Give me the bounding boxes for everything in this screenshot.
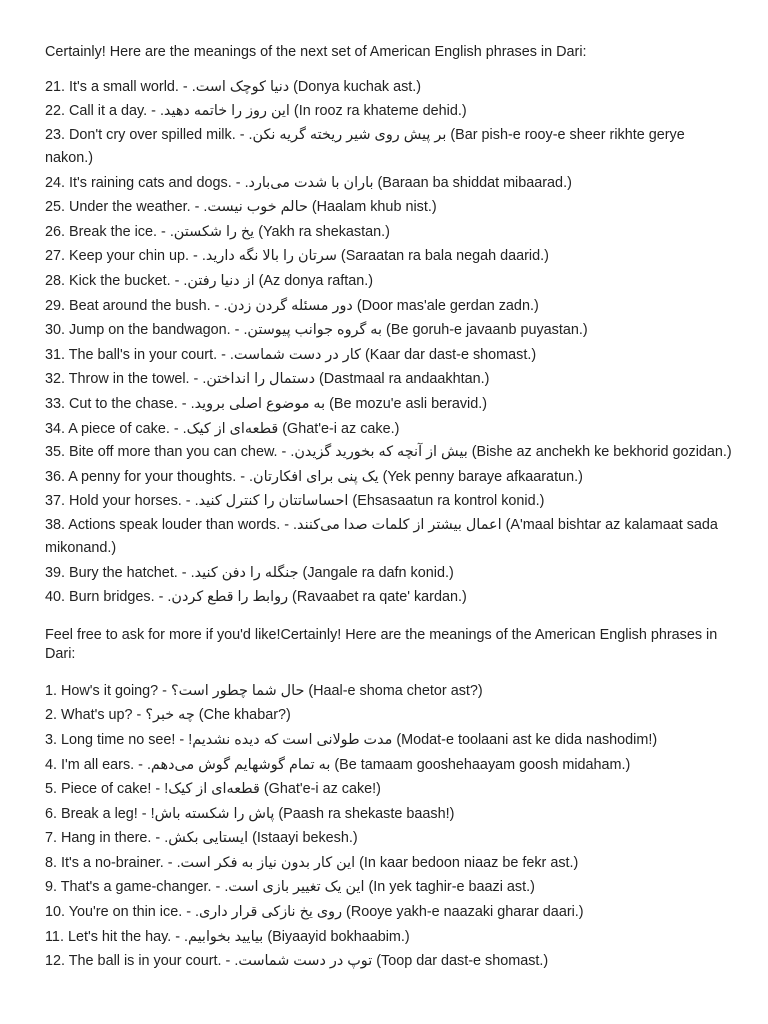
dari-translation: کار در دست شماست. xyxy=(229,346,361,363)
dari-translation: دنیا کوچک است. xyxy=(191,78,290,95)
english-phrase: Hang in there. xyxy=(61,830,152,847)
separator: - xyxy=(190,199,204,216)
dari-translation: جنگله را دفن کنید. xyxy=(190,564,299,581)
list-item xyxy=(45,244,735,269)
item-number: 25. xyxy=(45,199,66,216)
item-number: 30. xyxy=(45,322,66,339)
list-item xyxy=(45,561,735,586)
dari-translation: بیش از آنچه که بخورید گزیدن. xyxy=(290,444,468,461)
item-number: 40. xyxy=(45,589,66,606)
romanization: (Ghat'e-i az cake!) xyxy=(263,781,381,798)
item-number: 5. xyxy=(45,781,58,798)
english-phrase: It's a small world. xyxy=(69,78,179,95)
romanization: (Be mozu'e asli beravid.) xyxy=(329,395,488,412)
english-phrase: Beat around the bush. xyxy=(69,297,211,314)
item-number: 6. xyxy=(45,805,58,822)
item-number: 37. xyxy=(45,493,66,510)
separator: - xyxy=(221,953,235,970)
item-number: 11. xyxy=(45,928,64,945)
dari-translation: اعمال بیشتر از کلمات صدا می‌کنند. xyxy=(293,516,502,533)
list-item xyxy=(45,585,735,610)
romanization: (Toop dar dast-e shomast.) xyxy=(376,953,549,970)
romanization: (Baraan ba shiddat mibaarad.) xyxy=(377,174,572,191)
item-number: 35. xyxy=(45,444,66,461)
separator: - xyxy=(177,564,191,581)
romanization: (A'maal bishtar az kalamaat sada mikonand.) xyxy=(45,516,718,557)
list-item xyxy=(45,465,735,490)
romanization: (Dastmaal ra andaakhtan.) xyxy=(319,371,490,388)
separator: - xyxy=(211,879,225,896)
dari-translation: ایستایی بکش. xyxy=(164,830,249,847)
list-item xyxy=(45,75,735,100)
item-number: 10. xyxy=(45,904,66,921)
english-phrase: The ball's in your court. xyxy=(68,346,218,363)
separator: - xyxy=(277,444,291,461)
separator: - xyxy=(178,78,192,95)
item-number: 24. xyxy=(45,174,66,191)
separator: - xyxy=(217,346,230,363)
list-item xyxy=(45,489,735,514)
english-phrase: Bury the hatchet. xyxy=(69,564,178,581)
dari-translation: بر پیش روی شیر ریخته گریه نکن. xyxy=(248,126,447,143)
item-number: 12. xyxy=(45,953,66,970)
romanization: (Jangale ra dafn konid.) xyxy=(302,564,454,581)
list-item xyxy=(45,900,735,925)
separator: - xyxy=(181,493,195,510)
item-number: 36. xyxy=(45,468,66,485)
list-item xyxy=(45,925,735,950)
romanization: (Ravaabet ra qate' kardan.) xyxy=(292,589,467,606)
dari-translation: این روز را خاتمه دهید. xyxy=(159,103,290,120)
list-item xyxy=(45,124,735,171)
list-item xyxy=(45,343,735,368)
list-item xyxy=(45,703,735,728)
romanization: (Bishe az anchekh ke bekhorid gozidan.) xyxy=(471,444,732,461)
separator: - xyxy=(235,126,249,143)
item-number: 4. xyxy=(45,756,58,773)
english-phrase: Burn bridges. xyxy=(69,589,155,606)
english-phrase: It's raining cats and dogs. xyxy=(69,174,232,191)
english-phrase: A penny for your thoughts. xyxy=(68,468,237,485)
english-phrase: Don't cry over spilled milk. xyxy=(69,126,236,143)
item-number: 39. xyxy=(45,564,66,581)
separator: - xyxy=(231,174,245,191)
english-phrase: Throw in the towel. xyxy=(68,371,190,388)
item-number: 9. xyxy=(45,879,58,896)
phrase-list-second xyxy=(45,679,735,974)
dari-translation: بیایید بخوابیم. xyxy=(184,928,264,945)
romanization: (Modat-e toolaani ast ke dida nashodim!) xyxy=(396,731,658,748)
separator: - xyxy=(169,420,183,437)
separator: - xyxy=(182,904,195,921)
dari-translation: این کار بدون نیاز به فکر است. xyxy=(176,854,356,871)
item-number: 3. xyxy=(45,731,58,748)
separator: - xyxy=(132,707,146,724)
separator: - xyxy=(280,516,294,533)
list-item xyxy=(45,294,735,319)
list-item xyxy=(45,851,735,876)
list-item xyxy=(45,802,735,827)
romanization: (Paash ra shekaste baash!) xyxy=(278,805,455,822)
romanization: (Be goruh-e javaanb puyastan.) xyxy=(386,322,588,339)
item-number: 33. xyxy=(45,395,66,412)
english-phrase: Cut to the chase. xyxy=(69,395,178,412)
separator: - xyxy=(154,589,168,606)
dari-translation: دور مسئله گردن زدن. xyxy=(223,297,353,314)
separator: - xyxy=(137,805,151,822)
english-phrase: Piece of cake! xyxy=(61,781,152,798)
dari-translation: به گروه جوانب پیوستن. xyxy=(243,322,383,339)
dari-translation: احساساتتان را کنترل کنید. xyxy=(194,493,349,510)
item-number: 29. xyxy=(45,297,66,314)
english-phrase: It's a no-brainer. xyxy=(61,854,164,871)
list-item xyxy=(45,949,735,974)
english-phrase: Bite off more than you can chew. xyxy=(69,444,278,461)
separator: - xyxy=(157,223,170,240)
dari-translation: به تمام گوشهایم گوش می‌دهم. xyxy=(146,756,331,773)
item-number: 28. xyxy=(45,272,66,289)
dari-translation: توپ در دست شماست. xyxy=(234,953,373,970)
separator: - xyxy=(189,248,202,265)
item-number: 21. xyxy=(45,78,66,95)
english-phrase: The ball is in your court. xyxy=(68,953,222,970)
dari-translation: به موضوع اصلی بروید. xyxy=(190,395,326,412)
dari-translation: این یک تغییر بازی است. xyxy=(224,879,365,896)
english-phrase: Kick the bucket. xyxy=(69,272,171,289)
romanization: (Haalam khub nist.) xyxy=(311,199,437,216)
english-phrase: Hold your horses. xyxy=(69,493,182,510)
romanization: (In kaar bedoon niaaz be fekr ast.) xyxy=(359,854,579,871)
intro-paragraph-first: Certainly! Here are the meanings of the next set of American English phrases in Dari: xyxy=(45,44,587,60)
list-item xyxy=(45,392,735,417)
english-phrase: Keep your chin up. xyxy=(69,248,190,265)
separator: - xyxy=(175,731,189,748)
romanization: (Kaar dar dast-e shomast.) xyxy=(364,346,537,363)
english-phrase: Jump on the bandwagon. xyxy=(69,322,231,339)
english-phrase: Actions speak louder than words. xyxy=(68,516,281,533)
romanization: (Az donya raftan.) xyxy=(258,272,374,289)
separator: - xyxy=(158,682,171,699)
romanization: (Donya kuchak ast.) xyxy=(293,78,422,95)
english-phrase: A piece of cake. xyxy=(68,420,170,437)
romanization: (Be tamaam gooshehaayam goosh midaham.) xyxy=(334,756,631,773)
romanization: (Yakh ra shekastan.) xyxy=(258,223,390,240)
romanization: (Biyaayid bokhaabim.) xyxy=(267,928,410,945)
item-number: 26. xyxy=(45,223,66,240)
item-number: 31. xyxy=(45,346,66,363)
separator: - xyxy=(170,272,184,289)
english-phrase: Call it a day. xyxy=(69,103,148,120)
list-item xyxy=(45,514,735,561)
item-number: 38. xyxy=(45,516,66,533)
romanization: (Saraatan ra bala negah daarid.) xyxy=(340,248,549,265)
separator: - xyxy=(147,103,160,120)
romanization: (In yek taghir-e baazi ast.) xyxy=(368,879,535,896)
english-phrase: I'm all ears. xyxy=(61,756,135,773)
romanization: (Ehsasaatun ra kontrol konid.) xyxy=(352,493,545,510)
phrase-list-first xyxy=(45,75,735,610)
list-item xyxy=(45,367,735,392)
english-phrase: Break a leg! xyxy=(61,805,138,822)
english-phrase: Long time no see! xyxy=(61,731,176,748)
list-item xyxy=(45,318,735,343)
dari-translation: حالم خوب نیست. xyxy=(203,199,308,216)
item-number: 2. xyxy=(45,707,58,724)
list-item xyxy=(45,679,735,704)
separator: - xyxy=(210,297,224,314)
separator: - xyxy=(134,756,147,773)
separator: - xyxy=(163,854,177,871)
dari-translation: مدت طولانی است که دیده نشدیم! xyxy=(188,731,393,748)
romanization: (Che khabar?) xyxy=(198,707,291,724)
english-phrase: How's it going? xyxy=(61,682,159,699)
english-phrase: You're on thin ice. xyxy=(68,904,183,921)
intro-paragraph-second: Feel free to ask for more if you'd like!Certainly! Here are the meanings of the American English phrases in Dari: xyxy=(45,626,718,663)
separator: - xyxy=(171,928,185,945)
dari-translation: روی یخ نازکی قرار داری. xyxy=(195,904,343,921)
english-phrase: What's up? xyxy=(61,707,133,724)
separator: - xyxy=(230,322,244,339)
separator: - xyxy=(151,781,165,798)
separator: - xyxy=(189,371,203,388)
item-number: 23. xyxy=(45,126,66,143)
item-number: 22. xyxy=(45,103,66,120)
item-number: 34. xyxy=(45,420,66,437)
list-item xyxy=(45,99,735,124)
dari-translation: باران با شدت می‌بارد. xyxy=(244,174,374,191)
separator: - xyxy=(177,395,191,412)
item-number: 1. xyxy=(45,682,58,699)
dari-translation: چه خبر؟ xyxy=(145,707,195,724)
list-item xyxy=(45,441,735,464)
romanization: (Door mas'ale gerdan zadn.) xyxy=(356,297,539,314)
dari-translation: دستمال را انداختن. xyxy=(202,371,316,388)
english-phrase: That's a game-changer. xyxy=(60,879,212,896)
romanization: (Ghat'e-i az cake.) xyxy=(282,420,400,437)
dari-translation: قطعه‌ای از کیک! xyxy=(164,781,260,798)
list-item xyxy=(45,195,735,220)
dari-translation: از دنیا رفتن. xyxy=(183,272,255,289)
romanization: (Bar pish-e rooy-e sheer rikhte gerye nakon.) xyxy=(45,126,685,167)
dari-translation: پاش را شکسته باش! xyxy=(150,805,275,822)
list-item xyxy=(45,826,735,851)
dari-translation: سرتان را بالا نگه دارید. xyxy=(201,248,337,265)
dari-translation: روابط را قطع کردن. xyxy=(167,589,289,606)
list-item xyxy=(45,171,735,196)
list-item xyxy=(45,875,735,900)
english-phrase: Let's hit the hay. xyxy=(67,928,172,945)
item-number: 27. xyxy=(45,248,66,265)
list-item xyxy=(45,220,735,245)
item-number: 32. xyxy=(45,371,66,388)
list-item xyxy=(45,728,735,753)
romanization: (Istaayi bekesh.) xyxy=(252,830,358,847)
dari-translation: حال شما چطور است؟ xyxy=(170,682,305,699)
dari-translation: قطعه‌ای از کیک. xyxy=(182,420,279,437)
romanization: (Rooye yakh-e naazaki gharar daari.) xyxy=(346,904,584,921)
item-number: 7. xyxy=(45,830,58,847)
romanization: (In rooz ra khateme dehid.) xyxy=(293,103,467,120)
romanization: (Yek penny baraye afkaaratun.) xyxy=(382,468,583,485)
list-item xyxy=(45,753,735,778)
separator: - xyxy=(151,830,165,847)
dari-translation: یخ را شکستن. xyxy=(169,223,255,240)
document-page xyxy=(45,40,735,974)
dari-translation: یک پنی برای افکارتان. xyxy=(249,468,379,485)
english-phrase: Break the ice. xyxy=(69,223,158,240)
romanization: (Haal-e shoma chetor ast?) xyxy=(308,682,483,699)
list-item xyxy=(45,777,735,802)
list-item xyxy=(45,269,735,294)
list-item xyxy=(45,417,735,442)
item-number: 8. xyxy=(45,854,58,871)
english-phrase: Under the weather. xyxy=(69,199,191,216)
separator: - xyxy=(236,468,250,485)
